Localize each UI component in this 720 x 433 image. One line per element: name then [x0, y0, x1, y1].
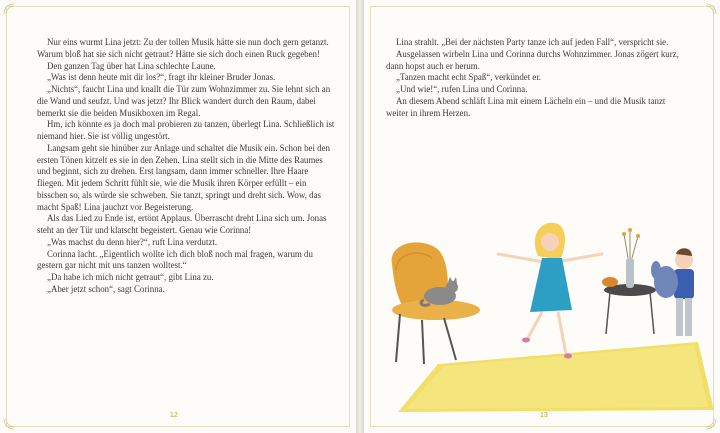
- paragraph: „Da habe ich mich nicht getraut“, gibt Lina zu.: [47, 272, 214, 282]
- corner-ornament-icon: [704, 2, 718, 16]
- paragraph: Lina strahlt. „Bei der nächsten Party tanze ich auf jeden Fall“, verspricht sie.: [396, 37, 669, 47]
- paragraph: „Und wie!“, rufen Lina und Corinna.: [396, 84, 528, 94]
- paragraph: „Tanzen macht echt Spaß“, verkündet er.: [396, 72, 542, 83]
- left-page-text: [37, 37, 337, 296]
- right-page-text: [386, 37, 686, 119]
- paragraph: Als das Lied zu Ende ist, ertönt Applaus. Überrascht dreht Lina sich um. Jonas steht an der Tür und klatscht begeistert. Genau wie Corinna!: [37, 213, 327, 235]
- right-page: [364, 0, 720, 433]
- left-page: [0, 0, 356, 433]
- corner-ornament-icon: [2, 2, 16, 16]
- dancing-girl: [498, 223, 602, 359]
- paragraph: Nur eins wurmt Lina jetzt: Zu der tollen Musik hätte sie nun doch gern getanzt. Warum bloß hat sie sich nicht getraut? Hätte sie sich doch einen Ruck gegeben!: [37, 37, 329, 59]
- paragraph: „Was machst du denn hier?“, ruft Lina verdutzt.: [47, 236, 218, 247]
- corner-ornament-icon: [704, 417, 718, 431]
- paragraph: Corinna lacht. „Eigentlich wollte ich dich bloß noch mal fragen, warum du gestern gar nicht mit uns tanzen wolltest.“: [37, 248, 313, 271]
- dancing-illustration: [378, 214, 714, 414]
- paragraph: Ausgelassen wirbeln Lina und Corinna durchs Wohnzimmer. Jonas zögert kurz, dann hopst auch er herum.: [386, 48, 679, 71]
- page-number: 12: [170, 412, 178, 419]
- paragraph: „Nichts“, faucht Lina und knallt die Tür zum Wohnzimmer zu. Sie lehnt sich an die Wand und seufzt. Und was jetzt? Ihr Blick wandert durch den Raum, dabei bemerkt sie die beiden Musikboxen im Regal.: [37, 84, 331, 118]
- page-number: 13: [540, 412, 548, 419]
- paragraph: An diesem Abend schläft Lina mit einem Lächeln ein – und die Musik tanzt weiter in ihrem Herzen.: [386, 95, 666, 118]
- paragraph: „Was ist denn heute mit dir los?“, fragt ihr kleiner Bruder Jonas.: [47, 72, 276, 83]
- paragraph: Hm, ich könnte es ja doch mal probieren zu tanzen, überlegt Lina. Schließlich ist niemand hier. Sie ist völlig ungestört.: [37, 119, 335, 141]
- side-table: [602, 228, 656, 334]
- paragraph: Langsam geht sie hinüber zur Anlage und schaltet die Musik ein. Schon bei den ersten Tönen kitzelt es sie in den Zehen. Lina stellt sich in die Mitte des Raumes und beginnt, sich zu drehen. Erst langsam, dann immer schneller. Ihre Haare fliegen. Mit jedem Schritt fühlt sie, wie die Musik ihren Körper erfüllt – ein bisschen so, als würde sie schweben. Sie tanzt, springt und dreht sich. Wow, das macht Spaß! Lina jauchzt vor Begeisterung.: [37, 142, 330, 212]
- corner-ornament-icon: [2, 417, 16, 431]
- book-gutter: [356, 0, 364, 433]
- paragraph: „Aber jetzt schon“, sagt Corinna.: [47, 283, 165, 294]
- paragraph: Den ganzen Tag über hat Lina schlechte Laune.: [47, 60, 216, 71]
- boy-with-toy: [651, 248, 694, 336]
